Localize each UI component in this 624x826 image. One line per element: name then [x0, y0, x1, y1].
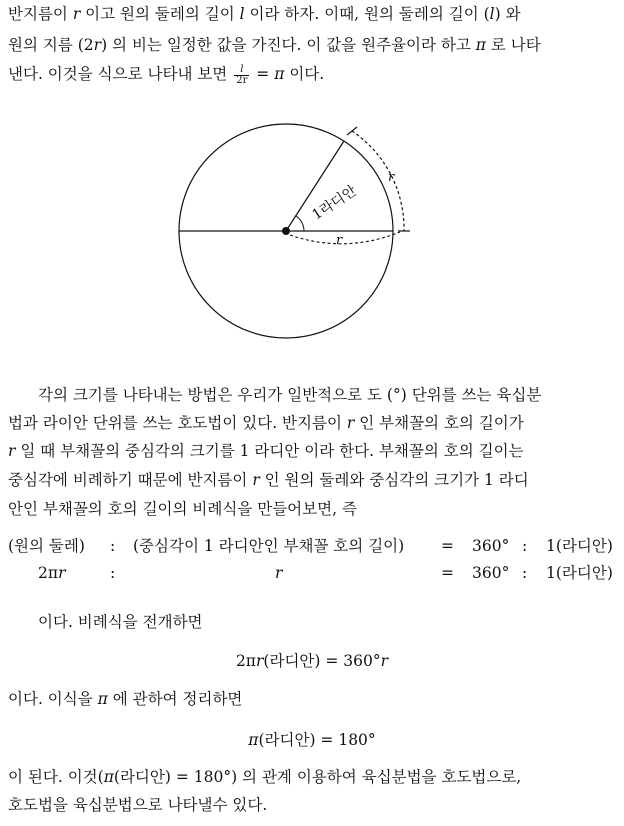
- text: 중심각에 비례하기 때문에 반지름이: [8, 471, 253, 489]
- para2-line4: [8, 470, 529, 490]
- math-pi: π: [97, 690, 108, 708]
- angle-arc: [296, 216, 304, 231]
- radius-r-label: r: [336, 233, 343, 248]
- center-point: [282, 227, 290, 235]
- math-r: r: [72, 5, 81, 23]
- math-r: r: [275, 564, 283, 582]
- text: (라디안) = 180°) 의 관계 이용하여 육십분법을 호도법으로,: [113, 768, 522, 786]
- proportion-term: (원의 둘레): [8, 537, 85, 555]
- text: ) 와: [494, 5, 521, 23]
- text: 에 관하여 정리하면: [107, 690, 243, 708]
- fraction-numerator: l: [234, 65, 249, 76]
- proportion-degree: 360°: [472, 537, 510, 555]
- math-pi: π: [274, 65, 285, 83]
- text: 2π: [235, 652, 256, 670]
- proportion-colon: :: [522, 564, 528, 582]
- radian-label: 1라디안: [309, 182, 360, 224]
- after-line3: [8, 767, 521, 787]
- text: 2π: [38, 564, 59, 582]
- math-pi: π: [248, 731, 259, 749]
- text: 반지름이: [8, 5, 73, 23]
- fraction-denominator: 2r: [236, 74, 248, 86]
- equation-1: [0, 651, 624, 671]
- text: =: [251, 65, 275, 83]
- proportion-term: (중심각이 1 라디안인 부채꼴 호의 길이): [133, 537, 405, 555]
- math-r: r: [380, 652, 389, 670]
- text: 이다.: [284, 65, 325, 83]
- proportion-term: [38, 563, 65, 583]
- math-r: r: [252, 471, 260, 489]
- math-r: r: [8, 442, 16, 460]
- outer-dashed-arc: [352, 131, 404, 231]
- proportion-equals: =: [441, 564, 454, 582]
- text: 인 원의 둘레와 중심각의 크기가 1 라디: [259, 471, 529, 489]
- math-r: r: [256, 652, 264, 670]
- text: 이다. 이식을: [8, 690, 98, 708]
- math-pi: π: [103, 768, 114, 786]
- arc-r-label: r: [388, 170, 395, 185]
- math-l: l: [489, 5, 495, 23]
- equation-2: [0, 730, 624, 750]
- para2-line5: 안인 부채꼴의 호의 길이의 비례식을 만들어보면, 즉: [8, 500, 357, 518]
- math-r: r: [58, 564, 66, 582]
- text: 법과 라이안 단위를 쓰는 호도법이 있다. 반지름이: [8, 414, 347, 432]
- after-line1: 이다. 비례식을 전개하면: [38, 613, 203, 631]
- proportion-colon: :: [110, 537, 116, 555]
- text: 로 나타: [485, 36, 541, 54]
- after-line4: 호도법을 육십분법으로 나타낼수 있다.: [8, 796, 268, 814]
- para2-line2: [8, 413, 524, 433]
- circle-radian-diagram: [0, 0, 624, 360]
- math-l: l: [239, 5, 245, 23]
- text: 이라 하자. 이때, 원의 둘레의 길이 (: [244, 5, 490, 23]
- proportion-radian: 1(라디안): [546, 537, 613, 555]
- text: (라디안) = 360°: [263, 652, 381, 670]
- proportion-radian: 1(라디안): [546, 564, 613, 582]
- radius-dashed-arc: [290, 232, 400, 244]
- text: ) 의 비는 일정한 값을 가진다. 이 값을 원주율이라 하고: [101, 36, 476, 54]
- math-r: r: [93, 36, 102, 54]
- proportion-colon: :: [110, 564, 116, 582]
- math-r: r: [346, 414, 355, 432]
- proportion-colon: :: [522, 537, 528, 555]
- text: 낸다. 이것을 식으로 나타내 보면: [8, 65, 233, 83]
- proportion-degree: 360°: [472, 564, 510, 582]
- arc-tick-top: [347, 127, 357, 135]
- text: 원의 지름 (2: [8, 36, 94, 54]
- text: 이 된다. 이것(: [8, 768, 104, 786]
- text: 이고 원의 둘레의 길이: [80, 5, 240, 23]
- para2-line1: 각의 크기를 나타내는 방법은 우리가 일반적으로 도 (°) 단위를 쓰는 육십분: [38, 386, 542, 404]
- text: 인 부채꼴의 호의 길이가: [354, 414, 524, 432]
- text: 일 때 부채꼴의 중심각의 크기를 1 라디안 이라 한다. 부채꼴의 호의 길이는: [15, 442, 524, 460]
- text: (라디안) = 180°: [258, 731, 376, 749]
- after-line2: [8, 689, 242, 709]
- math-pi: π: [475, 36, 486, 54]
- para2-line3: [8, 441, 524, 461]
- proportion-equals: =: [441, 537, 454, 555]
